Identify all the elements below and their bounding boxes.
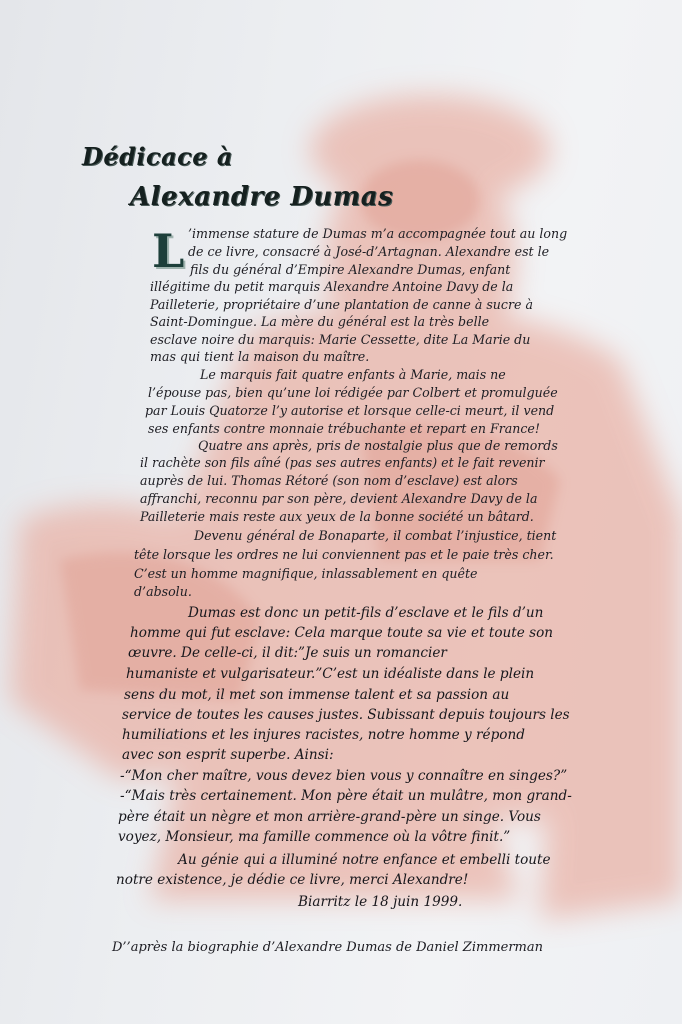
text-line: Dumas est donc un petit-fils d’esclave et le fils d’un (188, 605, 544, 621)
source-credit: D’’après la biographie d’Alexandre Dumas de Daniel Zimmerman (112, 940, 544, 955)
text-line: ses enfants contre monnaie trébuchante et repart en France! (148, 421, 540, 436)
text-line: esclave noire du marquis: Marie Cessette, dite La Marie du (150, 332, 531, 347)
text-line: fils du général d’Empire Alexandre Dumas, enfant (190, 262, 511, 277)
title-line-1: Dédicace à (82, 142, 233, 171)
text-line: l’épouse pas, bien qu’une loi rédigée par Colbert et promulguée (148, 385, 558, 400)
text-line: Biarritz le 18 juin 1999. (298, 894, 463, 910)
text-line: il rachète son fils aîné (pas ses autres enfants) et le fait revenir (140, 455, 545, 470)
text-line: père était un nègre et mon arrière-grand-père un singe. Vous (118, 809, 541, 825)
drop-cap-letter: L (152, 224, 185, 278)
text-line: tête lorsque les ordres ne lui conviennent pas et le paie très cher. (134, 547, 554, 562)
text-line: Devenu général de Bonaparte, il combat l’injustice, tient (194, 528, 557, 543)
text-line: humiliations et les injures racistes, notre homme y répond (122, 727, 525, 743)
text-line: ’immense stature de Dumas m’a accompagnée tout au long (188, 226, 568, 241)
text-line: -“Mais très certainement. Mon père était un mulâtre, mon grand- (120, 788, 572, 804)
text-line: auprès de lui. Thomas Rétoré (son nom d’esclave) est alors (140, 473, 518, 488)
text-line: C’est un homme magnifique, inlassablement en quête (134, 566, 478, 581)
title-line-2: Alexandre Dumas (130, 182, 394, 212)
text-line: de ce livre, consacré à José-d’Artagnan. Alexandre est le (188, 244, 550, 259)
text-line: Pailleterie mais reste aux yeux de la bonne société un bâtard. (140, 509, 534, 524)
text-line: notre existence, je dédie ce livre, merci Alexandre! (116, 872, 469, 888)
text-line: Au génie qui a illuminé notre enfance et embelli toute (178, 852, 551, 868)
text-line: homme qui fut esclave: Cela marque toute sa vie et toute son (130, 625, 554, 641)
text-line: affranchi, reconnu par son père, devient Alexandre Davy de la (140, 491, 538, 506)
text-line: sens du mot, il met son immense talent et sa passion au (124, 687, 510, 703)
text-line: illégitime du petit marquis Alexandre Antoine Davy de la (150, 279, 514, 294)
text-line: mas qui tient la maison du maître. (150, 349, 370, 364)
text-line: Saint-Domingue. La mère du général est la très belle (150, 314, 490, 329)
text-line: Quatre ans après, pris de nostalgie plus que de remords (198, 438, 558, 453)
text-line: service de toutes les causes justes. Subissant depuis toujours les (122, 707, 570, 723)
text-line: voyez, Monsieur, ma famille commence où la vôtre finit.” (118, 829, 511, 845)
text-line: avec son esprit superbe. Ainsi: (122, 747, 334, 763)
text-line: humaniste et vulgarisateur.”C’est un idéaliste dans le plein (126, 666, 535, 682)
text-line: Pailleterie, propriétaire d’une plantation de canne à sucre à (150, 297, 533, 312)
text-line: Le marquis fait quatre enfants à Marie, mais ne (200, 367, 506, 382)
text-line: -“Mon cher maître, vous devez bien vous y connaître en singes?” (120, 768, 568, 784)
text-line: d’absolu. (134, 584, 192, 599)
text-line: œuvre. De celle-ci, il dit:”Je suis un romancier (128, 645, 447, 661)
text-line: par Louis Quatorze l’y autorise et lorsque celle-ci meurt, il vend (145, 403, 555, 418)
